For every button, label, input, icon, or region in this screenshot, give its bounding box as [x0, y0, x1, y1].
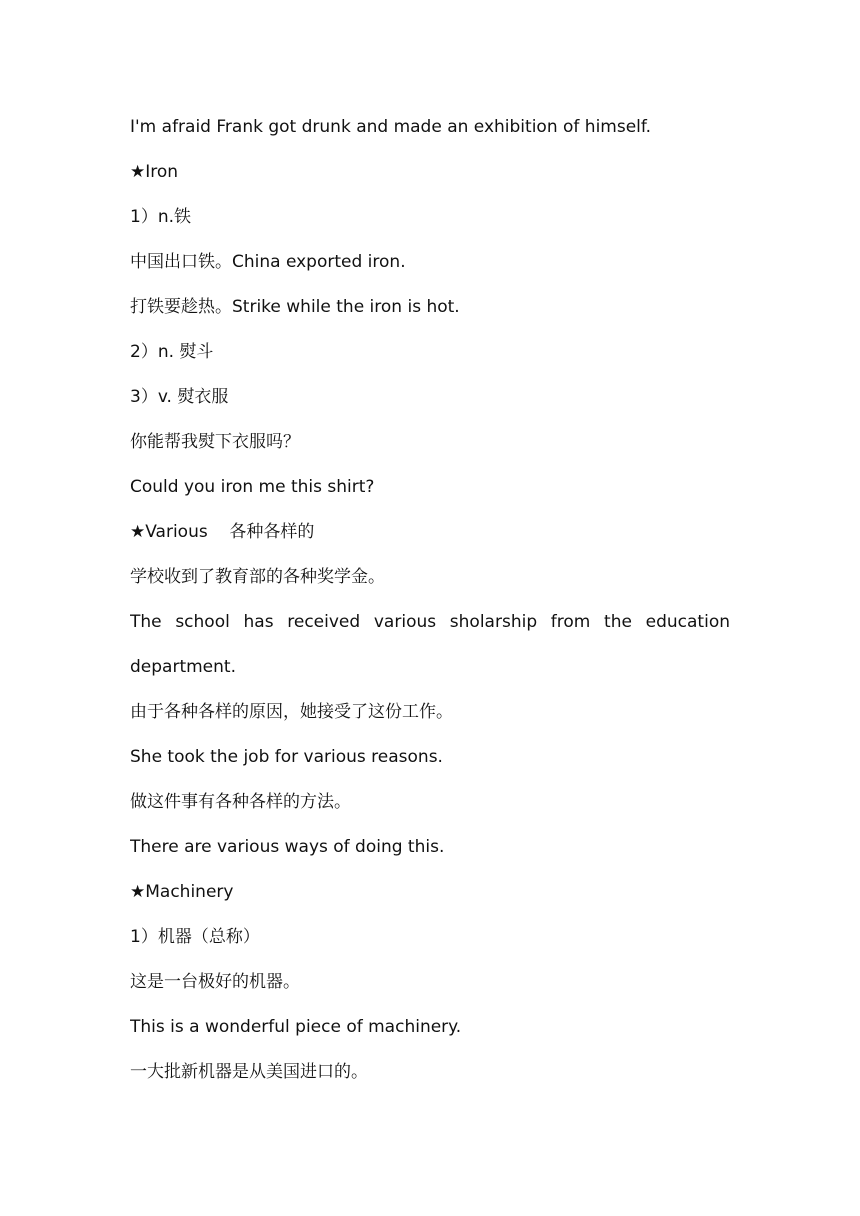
word: various — [373, 612, 437, 632]
entry-heading-various: ★Various 各种各样的 — [130, 522, 315, 542]
text-line: 打铁要趁热。Strike while the iron is hot. — [130, 297, 460, 317]
text-line: She took the job for various reasons. — [130, 747, 443, 767]
entry-heading-machinery: ★Machinery — [130, 882, 234, 902]
text-line: 一大批新机器是从美国进口的。 — [130, 1062, 368, 1082]
text-line: 2）n. 熨斗 — [130, 342, 214, 362]
word: The — [130, 612, 162, 632]
text-line: 做这件事有各种各样的方法。 — [130, 792, 351, 812]
text-line: 学校收到了教育部的各种奖学金。 — [130, 567, 385, 587]
word: has — [243, 612, 274, 632]
word: school — [175, 612, 230, 632]
text-line: department. — [130, 657, 236, 677]
text-line: 3）v. 熨衣服 — [130, 387, 229, 407]
text-line: 这是一台极好的机器。 — [130, 972, 300, 992]
word: from — [550, 612, 591, 632]
text-line: 由于各种各样的原因，她接受了这份工作。 — [130, 702, 453, 722]
word: received — [287, 612, 361, 632]
text-line: This is a wonderful piece of machinery. — [130, 1017, 462, 1037]
text-line: There are various ways of doing this. — [130, 837, 445, 857]
justified-text-line — [130, 600, 730, 645]
word: sholarship — [449, 612, 538, 632]
text-line: 1）n.铁 — [130, 207, 191, 227]
text-line: 1）机器（总称） — [130, 927, 260, 947]
text-line: I'm afraid Frank got drunk and made an exhibition of himself. — [130, 117, 652, 137]
text-line: 中国出口铁。China exported iron. — [130, 252, 406, 272]
text-line: Could you iron me this shirt? — [130, 477, 375, 497]
text-line: 你能帮我熨下衣服吗？ — [130, 432, 300, 452]
word: education — [645, 612, 730, 632]
word: the — [604, 612, 632, 632]
document-body — [130, 105, 730, 1095]
entry-heading-iron: ★Iron — [130, 162, 179, 182]
